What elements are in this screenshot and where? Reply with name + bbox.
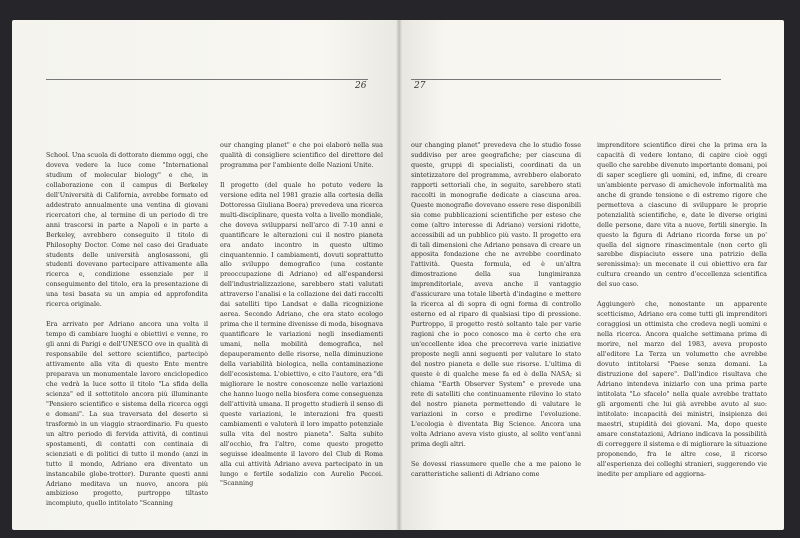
paragraph: Se dovessi riassumere quelle che a me paiono le caratteristiche salienti di Adriano come [411,459,581,478]
left-column-2 [220,141,383,489]
right-header-rule [411,79,721,80]
paragraph: our changing planet" prevedeva che lo studio fosse suddiviso per aree geografiche; per ciascuna di queste, gruppi di specialisti, coordinati da un sintetizzatore del programma, avrebbero elaborato rapporti settoriali che, in seguito, sarebbero stati raccolti in monografie dedicate a ciascuna area. Queste monografie dovevano essere rese disponibili sia come pubblicazioni scientifiche per esteso che come (altro interesse di Adriano) versioni ridotte, accessibili ad un pubblico più vasto. Il progetto era di tali dimensioni che Adriano pensava di creare un apposita fondazione che ne avrebbe coordinato l'attività. Questa formula, ed è un'altra dimostrazione della sua lungimiranza imprenditoriale, aveva anche il vantaggio d'assicurare una totale libertà d'indagine e mettere la ricerca al di sopra di ogni forma di controllo esterno ed al riparo di qualsiasi tipo di pressione. Purtroppo, il progetto restò soltanto tale per varie ragioni che io poco conosco ma è certo che era un'eccellente idea che precorreva varie iniziative proposte negli anni seguenti per valutare lo stato del nostro pianeta e delle sue risorse. L'ultima di queste è di qualche mese fa ed è della NASA; si chiama "Earth Observer System" e prevede una rete di satelliti che continuamente rilevino lo stato del nostro pianeta permettendo di valutare le variazioni in corso e predirne l'evoluzione. L'ecologia è diventata Big Science. Ancora una volta Adriano aveva visto giusto, al solito vent'anni prima degli altri. [411,141,581,448]
paragraph: Era arrivato per Adriano ancora una volta il tempo di cambiare luoghi e obiettivi e venne, ro gli anni di Parigi e dell'UNESCO ove in qualità di responsabile del settore scientifico, partecipò attivamente alla vita di questo Ente mentre preparava un monumentale lavoro enciclopedico che vedrà la luce sotto il titolo "La sfida della scienza" ed il sottotitolo ancora più illuminante "Pensiero scientifico e sistema della ricerca oggi e domani". La sua traversata del deserto si trasformò in un viaggio straordinario. Fu questo un altro periodo di fervida attività, di continui spostamenti, di contatti con centinaia di scienziati e di politici di tutto il mondo (anzi in tutto il mondo, Adriano era diventato un instancabile globe-trotter). Durante questi anni Adriano meditava un nuovo, ancora più ambizioso progetto, purtroppo tiltasto incompiuto, quello intitolato "Scanning [46,320,208,508]
right-page-number: 27 [414,81,426,91]
right-column-1 [411,141,581,479]
book-spine [396,20,402,530]
right-column-2 [597,141,767,479]
paragraph: our changing planet" e che poi elaborò nella sua qualità di consigliere scientifico del direttore del programma per l'ambiente delle Nazioni Unite. [220,141,383,169]
left-header-rule [46,79,368,80]
paragraph: Il progetto (del quale ho potuto vedere la versione edita nel 1981 grazie alla cortesia della Dottoressa Giuliana Boera) prevedeva una ricerca multi-disciplinare, questa volta a livello mondiale, che doveva svilupparsi nell'arco di 7-10 anni e quantificare le alterazioni cui il nostro pianeta era andato incontro in questo ultimo cinquantennio. I cambiamenti, dovuti soprattutto allo sviluppo demografico (una costante preoccupazione di Adriano) ed all'espandersi dell'industrializzazione, sarebbero stati valutati attraverso l'analisi e la collazione dei dati raccolti dai satelliti tipo Landsat e dalla ricognizione aerea. Secondo Adriano, che era stato ecologo prima che il termine divenisse di moda, bisognava quantificare le variazioni negli insediamenti umani, nella mobilità demografica, nel depauperamento delle risorse, nella diminuzione della variabilità biologica, nella contaminazione dell'ecosistema. L'obiettivo, e cito l'autore, era "di migliorare le nostre conoscenze nelle variazioni che hanno luogo nella biosfera come conseguenza dell'attività umana. Il progetto studierà il senso di queste variazioni, le interazioni fra questi cambiamenti e valuterà il loro impatto potenziale sulla vita del nostro pianeta". Salta subito all'occhio, fra l'altro, come questo progetto seguisse idealmente il lavoro del Club di Roma alla cui attività Adriano aveva partecipato in un lungo e fertile sodalizio con Aurelio Peccei. "Scanning [220,180,383,488]
left-column-1 [46,151,208,509]
paragraph: Aggiungerò che, nonostante un apparente scetticismo, Adriano era come tutti gli imprenditori coraggiosi un ottimista che credeva negli uomini e nella ricerca. Ancora qualche settimana prima di morire, nel marzo del 1983, aveva proposto all'editore La Terza un volumetto che avrebbe dovuto intitolarsi "Paese senza domani. La distruzione del sapere". Dall'indice risultava che Adriano intendeva iniziarlo con una prima parte intitolata "Lo sfacelo" nella quale avrebbe trattato gli argomenti che lui già avrebbe avuto al suo: intitolato: incapacità dei ministri, insipienza dei maestri, stupidità dei giovani. Ma, dopo queste amare constatazioni, Adriano indicava la possibilità di correggere il sistema e di migliorare la situazione proponendo, fra le altre cose, il ricorso all'esperienza dei colleghi stranieri, suggerendo vie inedite per ampliare ed aggiorna- [597,300,767,478]
left-page-number: 26 [355,81,367,91]
paragraph: School. Una scuola di dottorato diemmo oggi, che doveva vedere la luce come "International studium of molecular biology" e che, in collaborazione con il campus di Berkeley dell'Università di California, avrebbe formato ed addestrato annualmente una ventina di giovani ricercatori che, al termine di un periodo di tre anni trascorsi in parte a Napoli e in parte a Berkeley, avrebbero conseguito il titolo di Philosophy Doctor. Come nel caso dei Graduate students delle università anglosassoni, gli studenti dovevano partecipare attivamente alla ricerca e, condizione essenziale per il conseguimento del titolo, era la presentazione di una tesi basata su un ampia ed approfondita ricerca originale. [46,151,208,309]
paragraph: imprenditore scientifico direi che la prima era la capacità di vedere lontano, di capire cioè oggi quello che sarebbe divenuto importante domani, poi di saper scegliere gli uomini, ed, infine, di creare un'ambiente pervaso di amichevole informalità ma anche di grande tensione e di estremo rigore che permetteva a ciascuno di sviluppare le proprie potenzialità scientifiche, e, date le diverse origini delle persone, dare vita a nuove, fertili sinergie. In questo la figura di Adriano ricorda forse un po' quella del signore rinascimentale (non certo gli sarebbe dispiaciuto essere una patrizio della serenissima): un mecenate il cui obiettivo era far cultura creando un centro d'eccellenza scientifica del suo caso. [597,141,767,289]
